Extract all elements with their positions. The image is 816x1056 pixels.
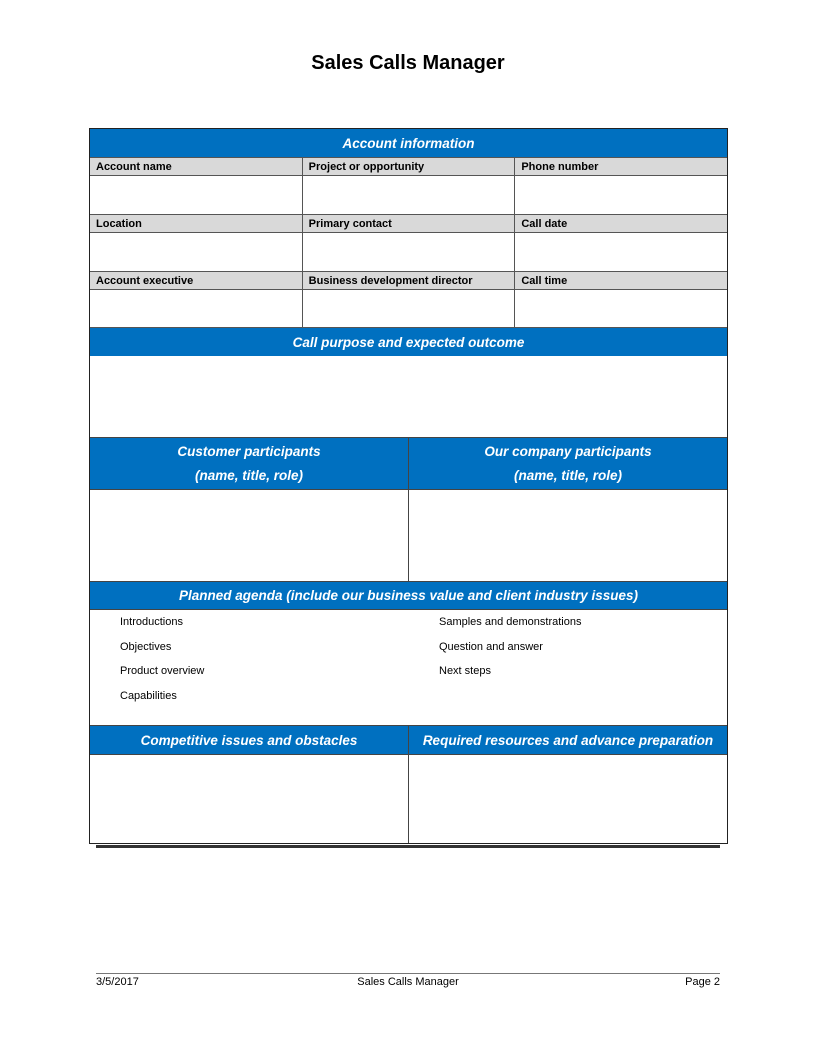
company-participants-field[interactable] (408, 490, 727, 581)
field-value-row-1 (90, 176, 727, 214)
call-time-label: Call time (521, 275, 568, 287)
call-time-field[interactable] (515, 290, 727, 327)
agenda-item: Product overview (120, 665, 205, 677)
sales-call-form (89, 128, 728, 844)
account-info-header (90, 129, 727, 157)
account-name-label: Account name (90, 158, 303, 175)
field-label-row-3 (90, 271, 727, 290)
agenda-item: Question and answer (439, 640, 543, 653)
phone-number-field[interactable] (515, 176, 727, 214)
field-label-row-2 (90, 214, 727, 233)
customer-participants-subtitle: (name, title, role) (194, 467, 304, 483)
agenda-item: Introductions (120, 616, 183, 628)
phone-number-label: Phone number (521, 161, 599, 173)
primary-contact-field[interactable] (303, 233, 516, 271)
required-resources-field[interactable] (408, 755, 727, 843)
agenda-header (90, 582, 727, 610)
agenda-item: Objectives (120, 640, 172, 653)
primary-contact-label: Primary contact (303, 215, 516, 232)
agenda-right-column (439, 616, 581, 690)
call-purpose-header-text: Call purpose and expected outcome (292, 334, 525, 350)
project-label: Project or opportunity (303, 158, 516, 175)
location-field[interactable] (90, 233, 303, 271)
agenda-item: Samples and demonstrations (439, 616, 582, 628)
footer-rule (96, 973, 720, 974)
location-label: Location (90, 215, 303, 232)
project-field[interactable] (303, 176, 516, 214)
account-executive-label: Account executive (90, 272, 303, 289)
document-title: Sales Calls Manager (311, 52, 505, 74)
customer-participants-field[interactable] (90, 490, 408, 581)
participants-header-row (90, 438, 727, 490)
call-date-label: Call date (521, 218, 568, 230)
call-purpose-header (90, 328, 727, 356)
call-purpose-field[interactable] (90, 356, 727, 438)
footer-date: 3/5/2017 (96, 976, 139, 988)
call-date-field[interactable] (515, 233, 727, 271)
company-participants-title: Our company participants (484, 443, 652, 459)
agenda-item: Capabilities (120, 689, 177, 702)
required-resources-header-text: Required resources and advance preparation (422, 732, 714, 748)
agenda-item: Next steps (439, 665, 491, 677)
company-participants-header (408, 438, 727, 489)
company-participants-subtitle: (name, title, role) (513, 467, 623, 483)
field-label-row-1 (90, 157, 727, 176)
competitive-issues-header-text: Competitive issues and obstacles (140, 732, 358, 748)
customer-participants-title: Customer participants (177, 443, 321, 459)
footer-page-number: Page 2 (685, 976, 720, 988)
customer-participants-header (90, 438, 408, 489)
footer-title: Sales Calls Manager (357, 976, 459, 988)
account-info-header-text: Account information (342, 135, 475, 151)
issues-value-row (90, 755, 727, 843)
competitive-issues-header (90, 726, 408, 754)
field-value-row-3 (90, 290, 727, 328)
bd-director-field[interactable] (303, 290, 516, 327)
competitive-issues-field[interactable] (90, 755, 408, 843)
agenda-list (90, 610, 727, 726)
form-bottom-rule (96, 845, 720, 848)
required-resources-header (408, 726, 727, 754)
field-value-row-2 (90, 233, 727, 271)
account-name-field[interactable] (90, 176, 303, 214)
issues-header-row (90, 726, 727, 755)
account-executive-field[interactable] (90, 290, 303, 327)
participants-value-row (90, 490, 727, 582)
bd-director-label: Business development director (303, 272, 516, 289)
agenda-header-text: Planned agenda (include our business value and client industry issues) (178, 588, 639, 603)
agenda-left-column (120, 616, 204, 714)
